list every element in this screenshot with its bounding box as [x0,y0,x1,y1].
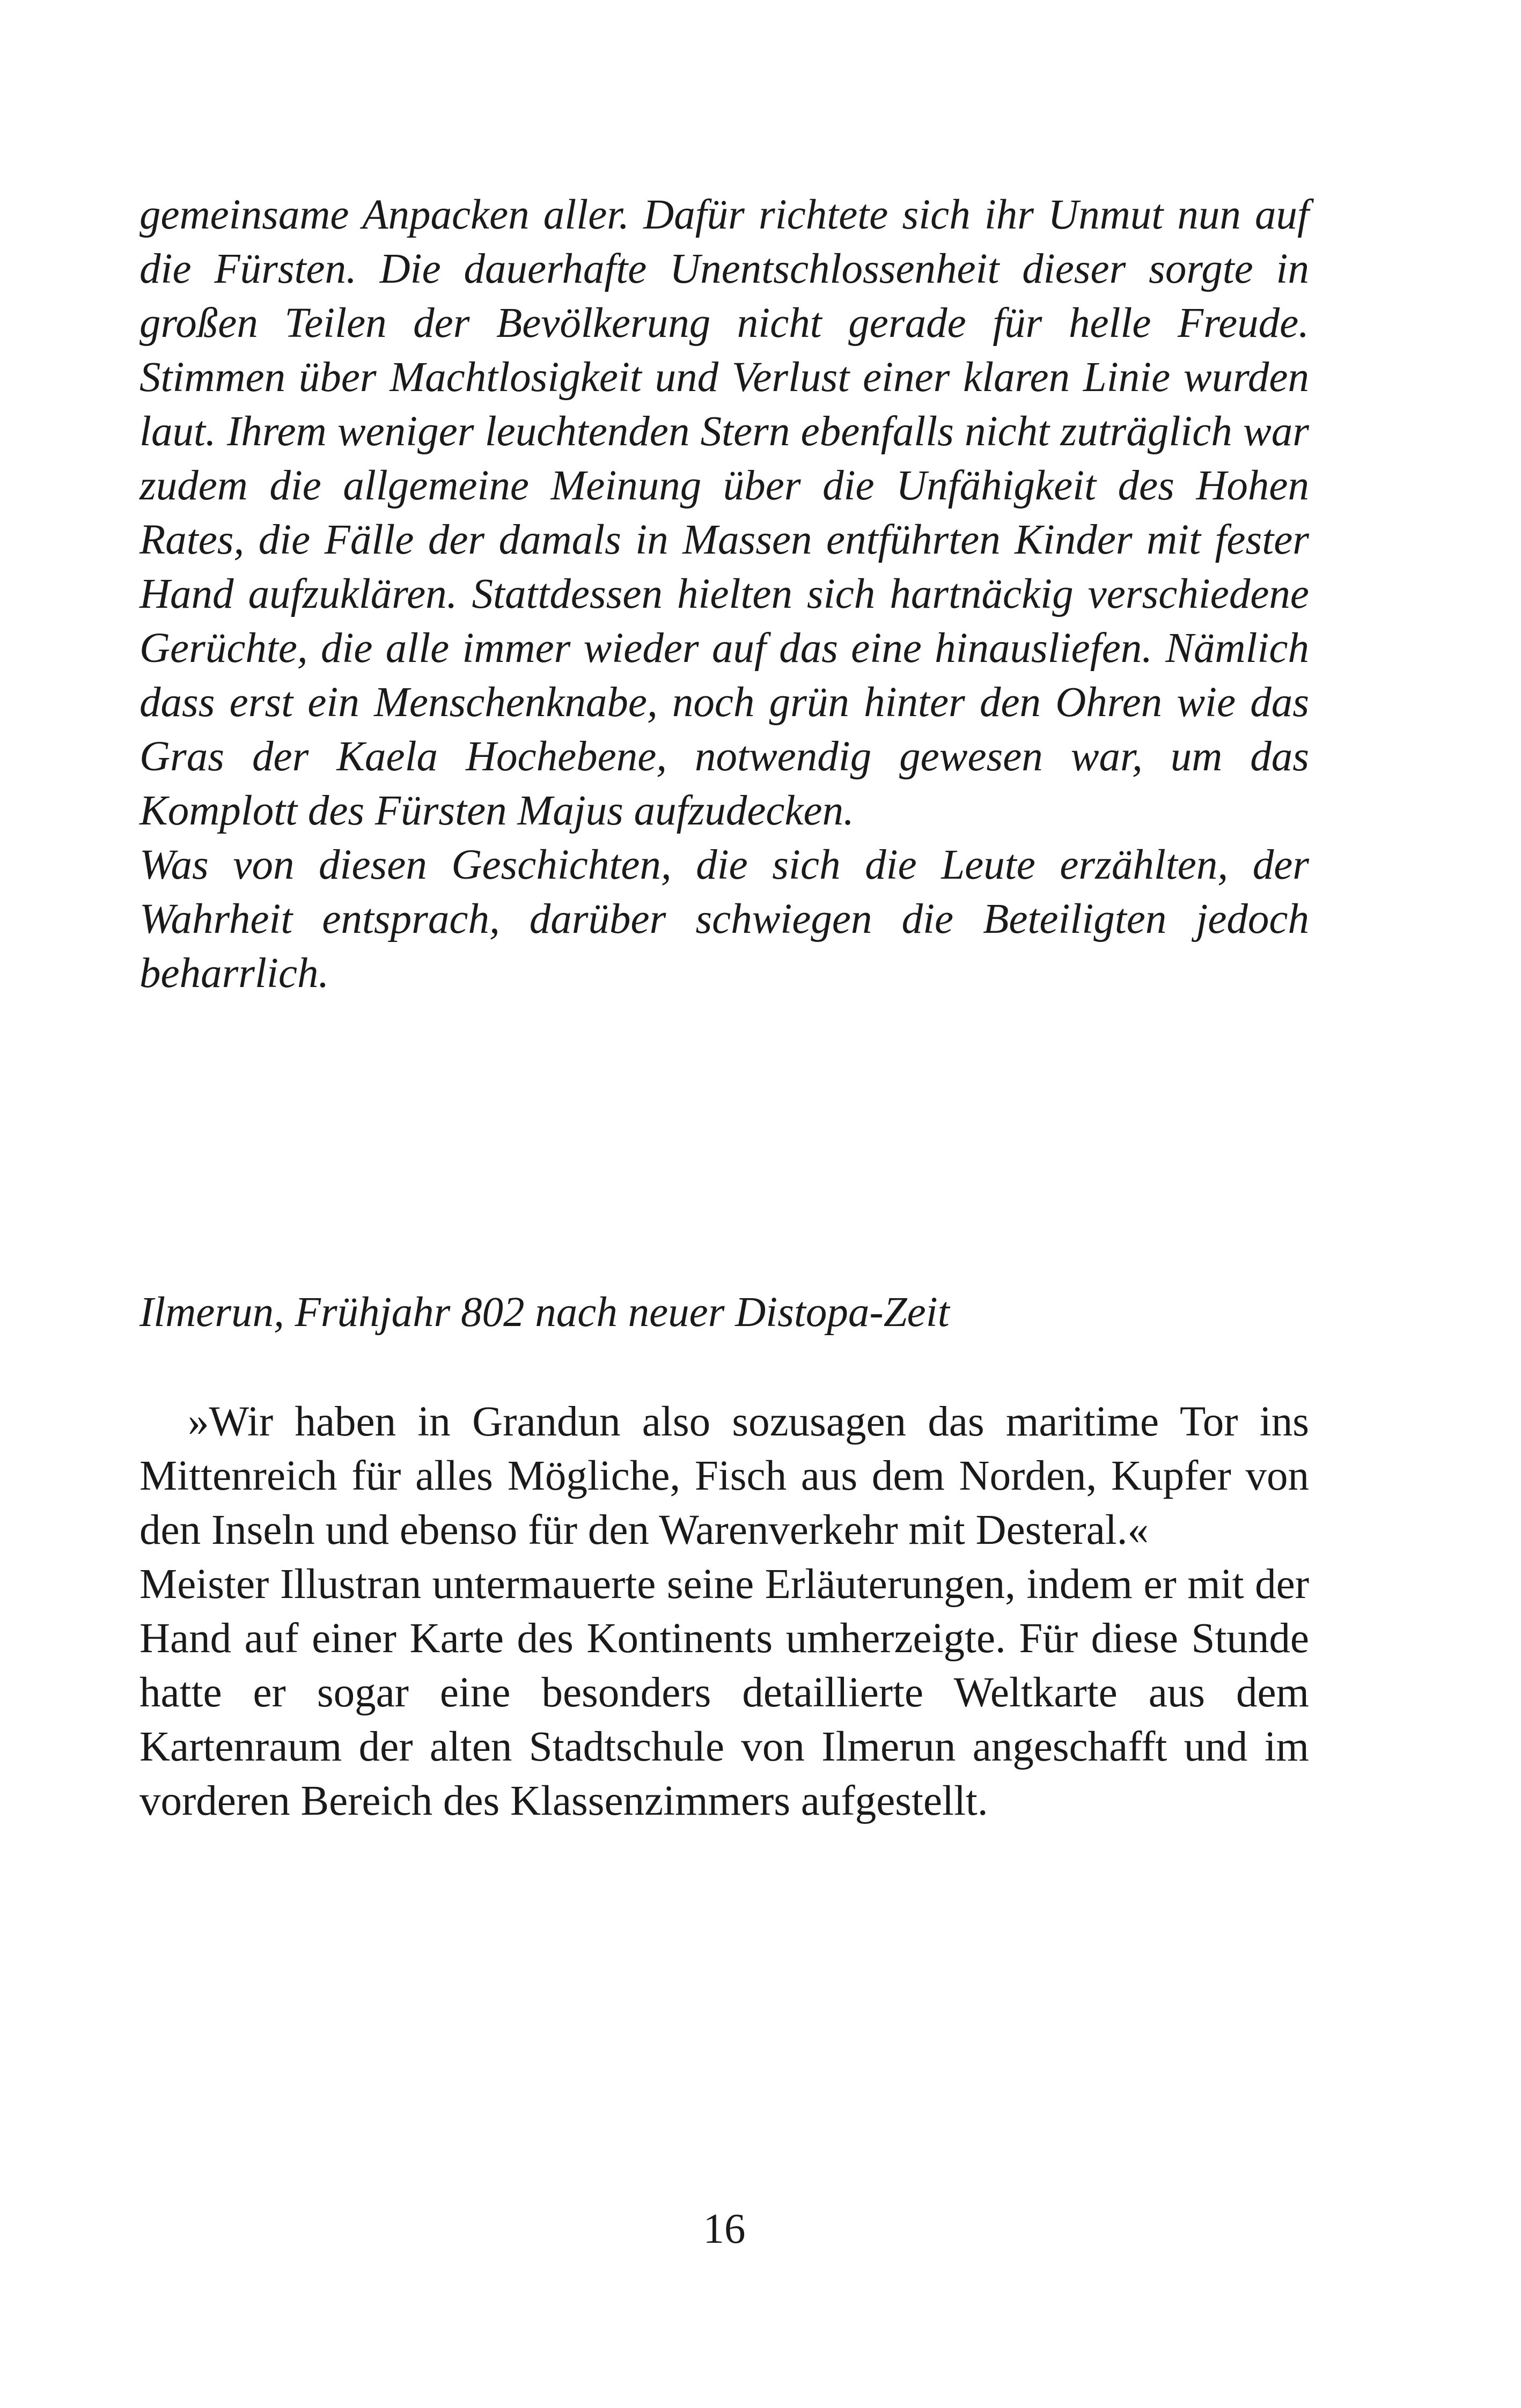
section-body [139,1395,1309,1828]
dialogue-paragraph: »Wir haben in Grandun also sozusagen das maritime Tor ins Mittenreich für alles Mögliche, Fisch aus dem Norden, Kupfer von den Inseln und ebenso für den Warenverkehr mit Desteral.« [139,1398,1309,1553]
intro-text-block [139,188,1309,1000]
section-heading: Ilmerun, Frühjahr 802 nach neuer Distopa-Zeit [139,1289,950,1336]
narration-paragraph: Meister Illustran untermauerte seine Erläuterungen, indem er mit der Hand auf einer Karte des Kontinents umherzeigte. Für diese Stunde hatte er sogar eine besonders detaillierte Weltkarte aus dem Kartenraum der alten Stadtschule von Ilmerun angeschafft und im vorderen Bereich des Klassenzimmers aufgestellt. [139,1561,1309,1824]
intro-paragraph: gemeinsame Anpacken aller. Dafür richtete sich ihr Unmut nun auf die Fürsten. Die dauerhafte Unentschlossenheit dieser sorgte in großen Teilen der Bevölkerung nicht gerade für helle Freude. Stimmen über Machtlosigkeit und Verlust einer klaren Linie wurden laut. Ihrem weniger leuchtenden Stern ebenfalls nicht zuträglich war zudem die allgemeine Meinung über die Unfähigkeit des Hohen Rates, die Fälle der damals in Massen entführten Kinder mit fester Hand aufzuklären. Stattdessen hielten sich hartnäckig verschiedene Gerüchte, die alle immer wieder auf das eine hinausliefen. Nämlich dass erst ein Menschenknabe, noch grün hinter den Ohren wie das Gras der Kaela Hochebene, notwendig gewesen war, um das Komplott des Fürsten Majus aufzudecken. [139,192,1309,834]
page-number: 16 [703,2206,746,2252]
intro-closing-paragraph: Was von diesen Geschichten, die sich die Leute erzählten, der Wahrheit entsprach, darüber schwiegen die Beteiligten jedoch beharrlich. [139,842,1309,997]
